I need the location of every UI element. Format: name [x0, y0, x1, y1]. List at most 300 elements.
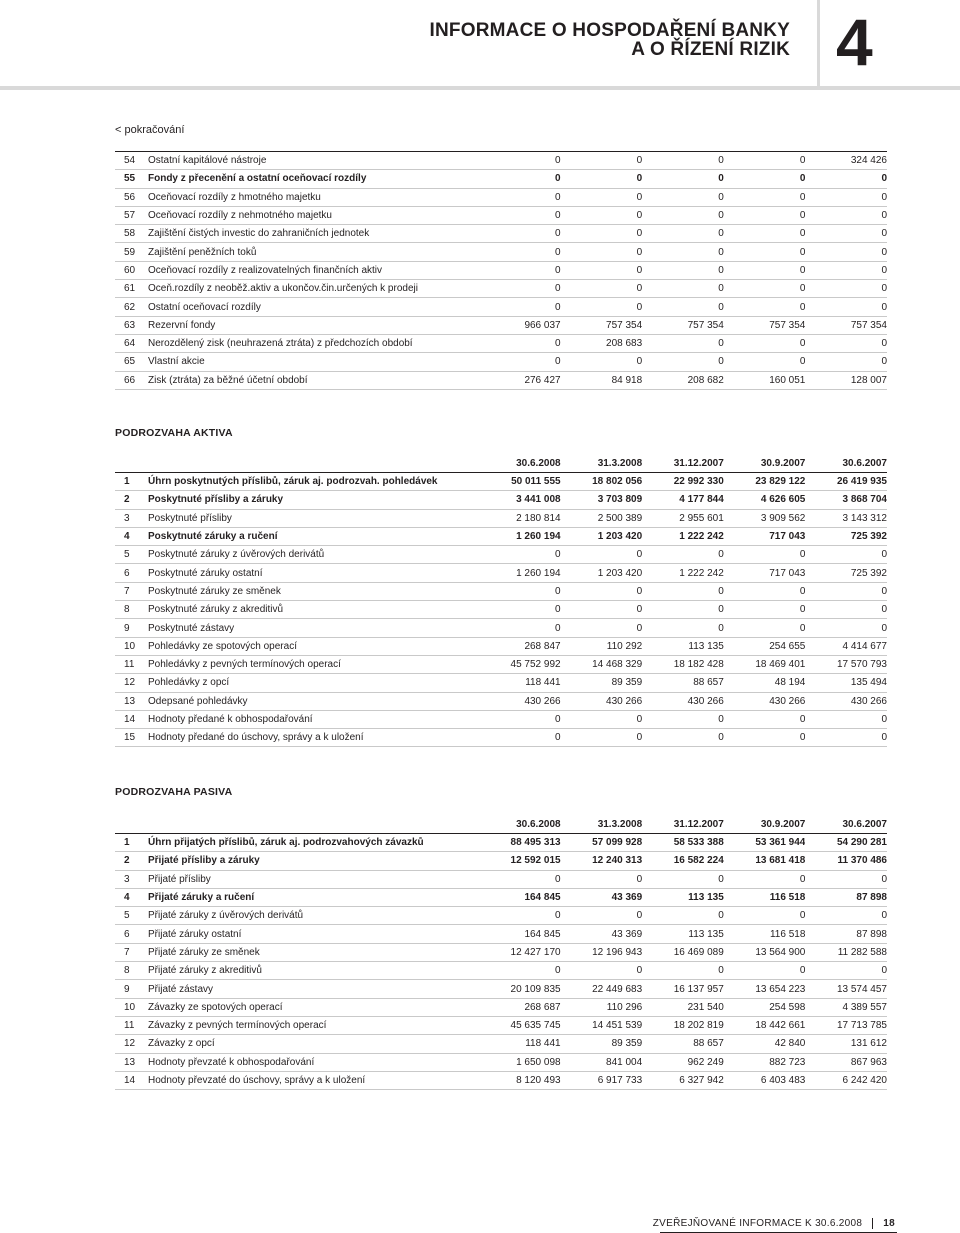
- row-number: 3: [115, 509, 148, 527]
- footer-text: ZVEŘEJŇOVANÉ INFORMACE K 30.6.2008: [652, 1218, 863, 1229]
- row-value: 50 011 555: [479, 473, 561, 491]
- row-value: 324 426: [805, 152, 887, 170]
- row-label: Poskytnuté záruky a ručení: [148, 527, 479, 545]
- row-label: Přijaté přísliby: [148, 870, 479, 888]
- row-value: 0: [479, 353, 561, 371]
- row-label: Přijaté záruky ze směnek: [148, 943, 479, 961]
- row-label: Závazky z pevných termínových operací: [148, 1016, 479, 1034]
- column-header: 31.3.2008: [561, 816, 643, 834]
- table-row: [115, 962, 887, 980]
- row-value: 0: [561, 907, 643, 925]
- row-label: Fondy z přecenění a ostatní oceňovací rozdíly: [148, 170, 479, 188]
- row-value: 3 909 562: [724, 509, 806, 527]
- row-number: 63: [115, 316, 148, 334]
- row-value: 0: [561, 152, 643, 170]
- row-number: 9: [115, 619, 148, 637]
- page-header: [0, 0, 960, 86]
- header-spacer: [115, 816, 148, 834]
- row-label: Oceňovací rozdíly z hmotného majetku: [148, 188, 479, 206]
- row-value: 0: [479, 962, 561, 980]
- table-row: [115, 655, 887, 673]
- table-row: [115, 188, 887, 206]
- row-value: 43 369: [561, 888, 643, 906]
- row-value: 757 354: [561, 316, 643, 334]
- row-value: 0: [479, 225, 561, 243]
- page-footer: [653, 1218, 895, 1229]
- row-value: 3 143 312: [805, 509, 887, 527]
- row-label: Poskytnuté záruky z úvěrových derivátů: [148, 546, 479, 564]
- row-value: 0: [805, 870, 887, 888]
- row-value: 18 202 819: [642, 1016, 724, 1034]
- table-row: [115, 509, 887, 527]
- row-value: 0: [561, 170, 643, 188]
- row-value: 0: [805, 619, 887, 637]
- row-label: Oceňovací rozdíly z nehmotného majetku: [148, 206, 479, 224]
- row-number: 12: [115, 674, 148, 692]
- row-value: 0: [805, 582, 887, 600]
- row-value: 16 582 224: [642, 852, 724, 870]
- row-value: 1 203 420: [561, 564, 643, 582]
- row-value: 0: [724, 582, 806, 600]
- table-row: [115, 907, 887, 925]
- row-value: 0: [805, 546, 887, 564]
- row-value: 0: [479, 870, 561, 888]
- row-number: 8: [115, 962, 148, 980]
- row-value: 0: [642, 729, 724, 747]
- row-value: 0: [642, 298, 724, 316]
- row-value: 0: [479, 334, 561, 352]
- row-label: Hodnoty převzaté do úschovy, správy a k uložení: [148, 1071, 479, 1089]
- row-number: 66: [115, 371, 148, 389]
- row-value: 0: [561, 243, 643, 261]
- row-value: 22 449 683: [561, 980, 643, 998]
- row-value: 0: [805, 206, 887, 224]
- row-label: Poskytnuté přísliby: [148, 509, 479, 527]
- table-row: [115, 298, 887, 316]
- row-value: 118 441: [479, 1035, 561, 1053]
- row-value: 18 182 428: [642, 655, 724, 673]
- row-value: 268 687: [479, 998, 561, 1016]
- row-value: 118 441: [479, 674, 561, 692]
- row-value: 0: [805, 225, 887, 243]
- row-value: 1 222 242: [642, 564, 724, 582]
- row-value: 0: [561, 729, 643, 747]
- row-value: 0: [642, 170, 724, 188]
- table-row: [115, 527, 887, 545]
- table-row: [115, 619, 887, 637]
- column-header: 30.9.2007: [724, 455, 806, 473]
- row-value: 757 354: [724, 316, 806, 334]
- row-value: 45 752 992: [479, 655, 561, 673]
- row-number: 4: [115, 888, 148, 906]
- row-value: 0: [642, 619, 724, 637]
- row-value: 4 626 605: [724, 491, 806, 509]
- section-title-aktiva: PODROZVAHA AKTIVA: [115, 427, 233, 439]
- row-value: 0: [642, 962, 724, 980]
- row-number: 60: [115, 261, 148, 279]
- row-label: Zajištění peněžních toků: [148, 243, 479, 261]
- off-balance-liabilities-table: [115, 816, 887, 1090]
- row-value: 0: [479, 582, 561, 600]
- row-value: 57 099 928: [561, 834, 643, 852]
- row-number: 11: [115, 1016, 148, 1034]
- row-value: 22 992 330: [642, 473, 724, 491]
- row-value: 430 266: [642, 692, 724, 710]
- row-value: 0: [724, 870, 806, 888]
- row-value: 16 137 957: [642, 980, 724, 998]
- row-value: 430 266: [724, 692, 806, 710]
- table-row: [115, 206, 887, 224]
- row-value: 208 683: [561, 334, 643, 352]
- row-value: 717 043: [724, 527, 806, 545]
- row-value: 2 955 601: [642, 509, 724, 527]
- column-header: 30.6.2007: [805, 816, 887, 834]
- chapter-title-line1: INFORMACE O HOSPODAŘENÍ BANKY: [429, 20, 790, 41]
- row-value: 757 354: [805, 316, 887, 334]
- row-value: 0: [642, 152, 724, 170]
- row-value: 12 240 313: [561, 852, 643, 870]
- off-balance-liabilities-body: [115, 816, 887, 1090]
- row-value: 160 051: [724, 371, 806, 389]
- row-label: Zajištění čistých investic do zahraničních jednotek: [148, 225, 479, 243]
- table-row: [115, 729, 887, 747]
- table-row: [115, 710, 887, 728]
- row-number: 59: [115, 243, 148, 261]
- row-value: 4 177 844: [642, 491, 724, 509]
- row-value: 0: [561, 962, 643, 980]
- row-value: 254 655: [724, 637, 806, 655]
- row-value: 725 392: [805, 527, 887, 545]
- row-number: 2: [115, 491, 148, 509]
- row-number: 9: [115, 980, 148, 998]
- row-value: 1 222 242: [642, 527, 724, 545]
- row-value: 12 196 943: [561, 943, 643, 961]
- row-value: 89 359: [561, 674, 643, 692]
- row-label: Úhrn přijatých příslibů, záruk aj. podrozvahových závazků: [148, 834, 479, 852]
- row-label: Hodnoty předané do úschovy, správy a k uložení: [148, 729, 479, 747]
- row-value: 0: [479, 619, 561, 637]
- page-number: 18: [872, 1218, 895, 1229]
- row-number: 2: [115, 852, 148, 870]
- row-label: Rezervní fondy: [148, 316, 479, 334]
- row-value: 0: [561, 261, 643, 279]
- row-label: Pohledávky z opcí: [148, 674, 479, 692]
- row-value: 6 242 420: [805, 1071, 887, 1089]
- row-value: 0: [724, 601, 806, 619]
- chapter-title: [270, 21, 790, 59]
- section-title-pasiva: PODROZVAHA PASIVA: [115, 786, 233, 798]
- row-label: Vlastní akcie: [148, 353, 479, 371]
- row-number: 56: [115, 188, 148, 206]
- header-rule: [0, 86, 960, 90]
- table-row: [115, 473, 887, 491]
- row-value: 128 007: [805, 371, 887, 389]
- row-label: Závazky z opcí: [148, 1035, 479, 1053]
- row-number: 4: [115, 527, 148, 545]
- row-value: 0: [724, 962, 806, 980]
- row-value: 0: [479, 152, 561, 170]
- row-value: 0: [561, 870, 643, 888]
- row-value: 12 592 015: [479, 852, 561, 870]
- chapter-title-line2: A O ŘÍZENÍ RIZIK: [631, 39, 790, 60]
- row-value: 0: [642, 243, 724, 261]
- column-header: 31.12.2007: [642, 455, 724, 473]
- row-value: 12 427 170: [479, 943, 561, 961]
- row-label: Oceň.rozdíly z neoběž.aktiv a ukončov.čin.určených k prodeji: [148, 280, 479, 298]
- row-number: 65: [115, 353, 148, 371]
- table-row: [115, 243, 887, 261]
- row-number: 64: [115, 334, 148, 352]
- row-value: 45 635 745: [479, 1016, 561, 1034]
- row-label: Odepsané pohledávky: [148, 692, 479, 710]
- row-value: 0: [642, 188, 724, 206]
- table-row: [115, 998, 887, 1016]
- table-row: [115, 1071, 887, 1089]
- row-value: 110 292: [561, 637, 643, 655]
- row-value: 0: [642, 280, 724, 298]
- row-value: 882 723: [724, 1053, 806, 1071]
- row-value: 42 840: [724, 1035, 806, 1053]
- column-header: 30.6.2008: [479, 816, 561, 834]
- row-value: 6 403 483: [724, 1071, 806, 1089]
- row-number: 6: [115, 564, 148, 582]
- row-value: 110 296: [561, 998, 643, 1016]
- row-number: 15: [115, 729, 148, 747]
- row-value: 0: [479, 907, 561, 925]
- row-label: Závazky ze spotových operací: [148, 998, 479, 1016]
- row-value: 0: [724, 243, 806, 261]
- table-row: [115, 546, 887, 564]
- row-value: 3 868 704: [805, 491, 887, 509]
- chapter-number: 4: [836, 5, 873, 79]
- row-value: 0: [479, 261, 561, 279]
- table-row: [115, 888, 887, 906]
- table-row: [115, 371, 887, 389]
- row-value: 11 370 486: [805, 852, 887, 870]
- row-value: 6 327 942: [642, 1071, 724, 1089]
- row-value: 717 043: [724, 564, 806, 582]
- row-value: 1 260 194: [479, 527, 561, 545]
- table-header-row: [115, 455, 887, 473]
- row-number: 54: [115, 152, 148, 170]
- row-value: 43 369: [561, 925, 643, 943]
- table-row: [115, 280, 887, 298]
- row-value: 0: [642, 225, 724, 243]
- row-number: 55: [115, 170, 148, 188]
- row-number: 1: [115, 473, 148, 491]
- row-label: Oceňovací rozdíly z realizovatelných finančních aktiv: [148, 261, 479, 279]
- column-header: 31.12.2007: [642, 816, 724, 834]
- row-value: 0: [642, 907, 724, 925]
- row-value: 0: [561, 280, 643, 298]
- row-number: 58: [115, 225, 148, 243]
- row-value: 0: [724, 619, 806, 637]
- row-number: 12: [115, 1035, 148, 1053]
- row-number: 14: [115, 710, 148, 728]
- row-label: Poskytnuté záruky ostatní: [148, 564, 479, 582]
- table-row: [115, 334, 887, 352]
- row-value: 0: [724, 546, 806, 564]
- row-number: 6: [115, 925, 148, 943]
- row-value: 0: [479, 206, 561, 224]
- row-number: 13: [115, 1053, 148, 1071]
- row-label: Přijaté přísliby a záruky: [148, 852, 479, 870]
- row-value: 0: [724, 907, 806, 925]
- row-value: 276 427: [479, 371, 561, 389]
- row-value: 0: [479, 243, 561, 261]
- row-label: Poskytnuté záruky z akreditivů: [148, 601, 479, 619]
- row-value: 0: [479, 546, 561, 564]
- row-number: 57: [115, 206, 148, 224]
- header-spacer: [148, 816, 479, 834]
- row-value: 17 570 793: [805, 655, 887, 673]
- table-row: [115, 852, 887, 870]
- row-value: 1 650 098: [479, 1053, 561, 1071]
- row-value: 0: [805, 188, 887, 206]
- row-value: 0: [561, 206, 643, 224]
- column-header: 30.6.2008: [479, 455, 561, 473]
- row-value: 16 469 089: [642, 943, 724, 961]
- row-value: 0: [805, 243, 887, 261]
- row-value: 13 654 223: [724, 980, 806, 998]
- column-header: 30.9.2007: [724, 816, 806, 834]
- row-value: 0: [805, 710, 887, 728]
- equity-table: [115, 151, 887, 390]
- row-value: 1 260 194: [479, 564, 561, 582]
- row-value: 0: [724, 152, 806, 170]
- row-label: Hodnoty převzaté k obhospodařování: [148, 1053, 479, 1071]
- row-value: 6 917 733: [561, 1071, 643, 1089]
- row-label: Poskytnuté zástavy: [148, 619, 479, 637]
- row-value: 0: [724, 353, 806, 371]
- row-value: 58 533 388: [642, 834, 724, 852]
- row-value: 0: [805, 261, 887, 279]
- row-value: 87 898: [805, 925, 887, 943]
- row-value: 0: [561, 188, 643, 206]
- row-number: 5: [115, 907, 148, 925]
- row-value: 0: [561, 601, 643, 619]
- row-value: 0: [479, 298, 561, 316]
- row-value: 0: [805, 353, 887, 371]
- row-value: 0: [561, 225, 643, 243]
- row-value: 0: [561, 710, 643, 728]
- row-value: 0: [642, 870, 724, 888]
- row-value: 0: [805, 601, 887, 619]
- table-header-row: [115, 816, 887, 834]
- row-value: 1 203 420: [561, 527, 643, 545]
- row-value: 254 598: [724, 998, 806, 1016]
- row-label: Přijaté záruky z akreditivů: [148, 962, 479, 980]
- row-value: 0: [561, 298, 643, 316]
- row-value: 0: [561, 582, 643, 600]
- table-row: [115, 491, 887, 509]
- row-value: 0: [805, 334, 887, 352]
- row-value: 164 845: [479, 925, 561, 943]
- row-label: Zisk (ztráta) za běžné účetní období: [148, 371, 479, 389]
- row-value: 867 963: [805, 1053, 887, 1071]
- row-number: 14: [115, 1071, 148, 1089]
- row-value: 116 518: [724, 925, 806, 943]
- row-value: 18 469 401: [724, 655, 806, 673]
- row-value: 430 266: [479, 692, 561, 710]
- row-number: 7: [115, 943, 148, 961]
- row-value: 430 266: [805, 692, 887, 710]
- column-header: 30.6.2007: [805, 455, 887, 473]
- row-number: 10: [115, 998, 148, 1016]
- row-value: 0: [642, 582, 724, 600]
- row-value: 3 441 008: [479, 491, 561, 509]
- row-value: 131 612: [805, 1035, 887, 1053]
- table-row: [115, 674, 887, 692]
- row-value: 0: [805, 170, 887, 188]
- row-value: 11 282 588: [805, 943, 887, 961]
- row-value: 54 290 281: [805, 834, 887, 852]
- row-value: 0: [724, 206, 806, 224]
- off-balance-assets-table: [115, 455, 887, 747]
- off-balance-assets-body: [115, 455, 887, 747]
- row-value: 88 657: [642, 1035, 724, 1053]
- row-value: 208 682: [642, 371, 724, 389]
- row-value: 113 135: [642, 637, 724, 655]
- row-value: 0: [724, 729, 806, 747]
- row-value: 17 713 785: [805, 1016, 887, 1034]
- column-header: 31.3.2008: [561, 455, 643, 473]
- row-value: 13 574 457: [805, 980, 887, 998]
- row-value: 0: [724, 280, 806, 298]
- table-row: [115, 316, 887, 334]
- row-value: 4 389 557: [805, 998, 887, 1016]
- row-number: 11: [115, 655, 148, 673]
- row-value: 26 419 935: [805, 473, 887, 491]
- row-value: 841 004: [561, 1053, 643, 1071]
- row-value: 0: [805, 907, 887, 925]
- row-value: 0: [479, 601, 561, 619]
- table-row: [115, 601, 887, 619]
- row-value: 13 564 900: [724, 943, 806, 961]
- row-value: 0: [724, 334, 806, 352]
- row-number: 10: [115, 637, 148, 655]
- row-number: 7: [115, 582, 148, 600]
- table-row: [115, 834, 887, 852]
- row-value: 0: [479, 170, 561, 188]
- table-row: [115, 582, 887, 600]
- table-row: [115, 170, 887, 188]
- row-value: 0: [805, 729, 887, 747]
- row-value: 725 392: [805, 564, 887, 582]
- row-value: 0: [805, 280, 887, 298]
- row-label: Přijaté záruky a ručení: [148, 888, 479, 906]
- row-value: 20 109 835: [479, 980, 561, 998]
- row-value: 48 194: [724, 674, 806, 692]
- row-value: 0: [642, 261, 724, 279]
- row-value: 0: [642, 334, 724, 352]
- row-value: 89 359: [561, 1035, 643, 1053]
- row-value: 0: [642, 206, 724, 224]
- row-value: 0: [642, 546, 724, 564]
- row-value: 87 898: [805, 888, 887, 906]
- row-value: 23 829 122: [724, 473, 806, 491]
- row-number: 62: [115, 298, 148, 316]
- table-row: [115, 980, 887, 998]
- row-value: 757 354: [642, 316, 724, 334]
- row-label: Ostatní kapitálové nástroje: [148, 152, 479, 170]
- row-value: 116 518: [724, 888, 806, 906]
- row-value: 0: [479, 710, 561, 728]
- row-value: 0: [724, 170, 806, 188]
- row-label: Pohledávky z pevných termínových operací: [148, 655, 479, 673]
- row-value: 0: [561, 619, 643, 637]
- table-row: [115, 1016, 887, 1034]
